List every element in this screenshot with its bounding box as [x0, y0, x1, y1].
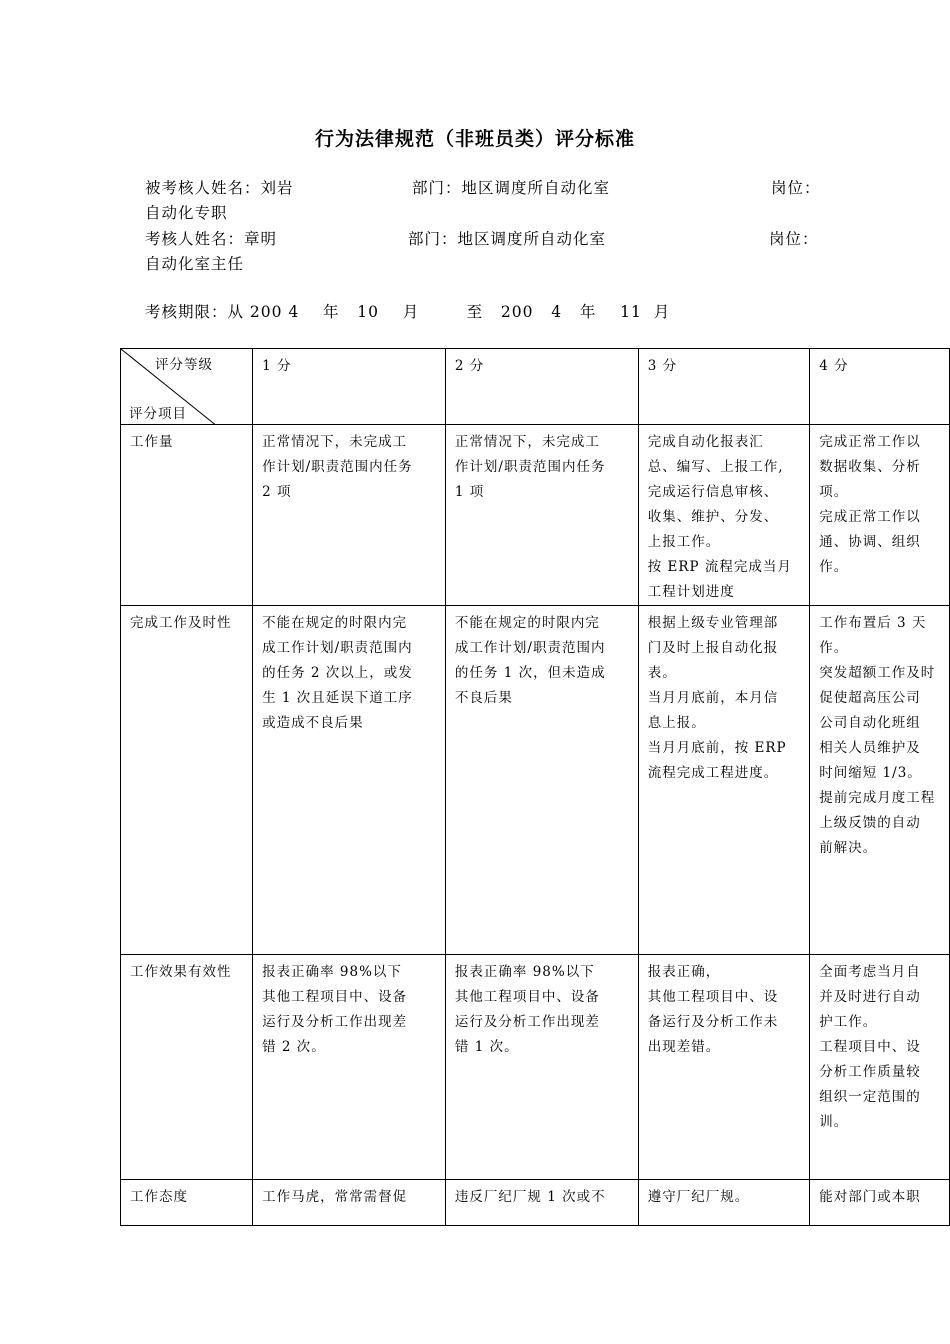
criteria-line: 全面考虑当月自 — [819, 964, 921, 980]
criteria-cell — [253, 1180, 446, 1226]
scoring-table — [120, 348, 950, 1226]
criteria-line: 2 项 — [262, 484, 292, 500]
criteria-line: 作。 — [819, 640, 849, 656]
criteria-line: 遵守厂纪厂规。 — [647, 1189, 750, 1205]
criteria-line: 其他工程项目中、设备 — [454, 989, 600, 1005]
assessee-post-value: 自动化专职 — [145, 204, 228, 222]
criteria-line: 工作马虎，常常需督促 — [262, 1189, 408, 1205]
page-title: 行为法律规范（非班员类）评分标准 — [314, 128, 635, 150]
row-item-label: 工作效果有效性 — [121, 955, 253, 1180]
criteria-line: 相关人员维护及 — [819, 740, 921, 756]
assessment-period: 考核期限：从 200 4 年 10 月 至 200 4 年 11 月 — [145, 303, 671, 321]
criteria-line: 按 ERP 流程完成当月 — [647, 559, 792, 575]
criteria-line: 息上报。 — [647, 715, 706, 731]
criteria-line: 突发超额工作及时 — [819, 665, 936, 681]
criteria-line: 公司自动化班组 — [819, 715, 921, 731]
criteria-line: 错 2 次。 — [262, 1039, 326, 1055]
corner-cell — [121, 349, 253, 425]
criteria-line: 促使超高压公司 — [819, 690, 921, 706]
level-header-4: 4 分 — [810, 349, 950, 425]
level-header-3: 3 分 — [638, 349, 810, 425]
criteria-line: 其他工程项目中、设备 — [262, 989, 408, 1005]
criteria-line: 能对部门或本职 — [819, 1189, 921, 1205]
corner-item-label: 评分项目 — [129, 406, 187, 422]
criteria-line: 备运行及分析工作未 — [647, 1014, 779, 1030]
criteria-line: 作计划/职责范围内任务 — [262, 459, 413, 475]
assessee-dept: 部门：地区调度所自动化室 — [412, 179, 611, 197]
criteria-line: 其他工程项目中、设 — [647, 989, 779, 1005]
criteria-cell — [253, 606, 446, 955]
assessor-name: 考核人姓名：章明 — [145, 230, 278, 248]
criteria-line: 流程完成工程进度。 — [647, 765, 779, 781]
criteria-line: 当月月底前，按 ERP — [647, 740, 787, 756]
criteria-line: 总、编写、上报工作, — [647, 459, 784, 475]
criteria-line: 成工作计划/职责范围内 — [454, 640, 606, 656]
criteria-line: 成工作计划/职责范围内 — [262, 640, 413, 656]
criteria-cell — [253, 955, 446, 1180]
criteria-cell — [810, 606, 950, 955]
criteria-line: 工作布置后 3 天 — [819, 615, 927, 631]
table-row — [121, 1180, 950, 1226]
criteria-line: 完成正常工作以 — [819, 434, 921, 450]
criteria-cell — [253, 425, 446, 606]
criteria-line: 作。 — [819, 559, 849, 575]
criteria-line: 工程计划进度 — [647, 584, 735, 600]
level-header-2: 2 分 — [445, 349, 638, 425]
row-item-label: 完成工作及时性 — [121, 606, 253, 955]
criteria-line: 组织一定范围的 — [819, 1089, 921, 1105]
criteria-line: 完成正常工作以 — [819, 509, 921, 525]
assessee-name: 被考核人姓名：刘岩 — [145, 179, 294, 197]
criteria-line: 或造成不良后果 — [262, 715, 364, 731]
criteria-line: 1 项 — [454, 484, 485, 500]
criteria-line: 提前完成月度工程 — [819, 790, 936, 806]
criteria-line: 出现差错。 — [647, 1039, 721, 1055]
criteria-line: 不能在规定的时限内完 — [262, 615, 408, 631]
criteria-cell — [638, 425, 810, 606]
criteria-line: 收集、维护、分发、 — [647, 509, 779, 525]
criteria-line: 的任务 2 次以上，或发 — [262, 665, 413, 681]
assessor-post-value: 自动化室主任 — [145, 255, 245, 273]
criteria-line: 前解决。 — [819, 840, 878, 856]
assessor-dept: 部门：地区调度所自动化室 — [408, 230, 607, 248]
criteria-line: 时间缩短 1/3。 — [819, 765, 922, 781]
criteria-line: 正常情况下，未完成工 — [454, 434, 600, 450]
criteria-line: 违反厂纪厂规 1 次或不 — [454, 1189, 606, 1205]
criteria-line: 不良后果 — [454, 690, 513, 706]
criteria-line: 项。 — [819, 484, 849, 500]
criteria-cell — [810, 955, 950, 1180]
criteria-cell — [638, 606, 810, 955]
assessee-post-label: 岗位： — [771, 179, 821, 197]
criteria-cell — [445, 425, 638, 606]
criteria-line: 工程项目中、设 — [819, 1039, 921, 1055]
row-item-label: 工作量 — [121, 425, 253, 606]
criteria-line: 报表正确， — [647, 964, 721, 980]
criteria-line: 完成运行信息审核、 — [647, 484, 779, 500]
criteria-line: 错 1 次。 — [454, 1039, 519, 1055]
criteria-cell — [445, 1180, 638, 1226]
criteria-cell — [445, 606, 638, 955]
criteria-line: 并及时进行自动 — [819, 989, 921, 1005]
criteria-line: 的任务 1 次，但未造成 — [454, 665, 606, 681]
criteria-line: 上报工作。 — [647, 534, 721, 550]
table-row — [121, 425, 950, 606]
criteria-cell — [810, 425, 950, 606]
assessor-post-label: 岗位： — [769, 230, 819, 248]
table-row — [121, 955, 950, 1180]
criteria-cell — [810, 1180, 950, 1226]
table-row — [121, 606, 950, 955]
criteria-line: 通、协调、组织 — [819, 534, 921, 550]
criteria-line: 护工作。 — [819, 1014, 878, 1030]
criteria-line: 报表正确率 98%以下 — [454, 964, 595, 980]
level-header-1: 1 分 — [253, 349, 446, 425]
criteria-line: 训。 — [819, 1114, 849, 1130]
criteria-line: 上级反馈的自动 — [819, 815, 921, 831]
criteria-line: 根据上级专业管理部 — [647, 615, 779, 631]
header-row — [121, 349, 950, 425]
criteria-line: 门及时上报自动化报 — [647, 640, 779, 656]
criteria-line: 报表正确率 98%以下 — [262, 964, 402, 980]
criteria-line: 生 1 次且延误下道工序 — [262, 690, 413, 706]
criteria-line: 分析工作质量较 — [819, 1064, 921, 1080]
criteria-line: 完成自动化报表汇 — [647, 434, 764, 450]
criteria-line: 当月月底前，本月信 — [647, 690, 779, 706]
criteria-line: 作计划/职责范围内任务 — [454, 459, 606, 475]
criteria-line: 数据收集、分析 — [819, 459, 921, 475]
corner-level-label: 评分等级 — [155, 357, 213, 373]
criteria-line: 运行及分析工作出现差 — [454, 1014, 600, 1030]
criteria-cell — [638, 955, 810, 1180]
criteria-line: 不能在规定的时限内完 — [454, 615, 600, 631]
criteria-line: 表。 — [647, 665, 677, 681]
criteria-line: 运行及分析工作出现差 — [262, 1014, 408, 1030]
criteria-line: 正常情况下，未完成工 — [262, 434, 408, 450]
row-item-label: 工作态度 — [121, 1180, 253, 1226]
criteria-cell — [638, 1180, 810, 1226]
criteria-cell — [445, 955, 638, 1180]
